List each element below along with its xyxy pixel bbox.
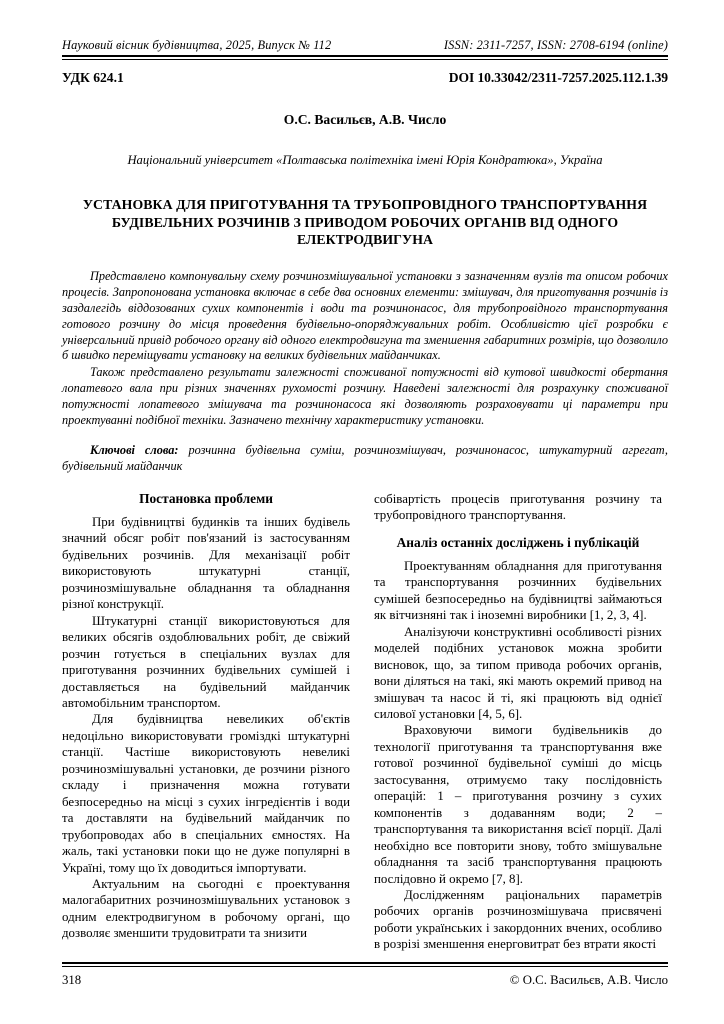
left-paragraph-4: Актуальним на сьогодні є проектування малогабаритних розчинозмішувальних установок з одним електродвигуном в робочому органі, що дозволяє зменшити трудовитрати та знизити bbox=[62, 876, 350, 941]
right-paragraph-2: Аналізуючи конструктивні особливості різних моделей подібних установок можна зробити висновок, що, за типом привода робочих органів, вони діляться на такі, які мають окремий привод на змішувач та насос й ті, які працюють від однієї силової установки [4, 5, 6]. bbox=[374, 624, 662, 721]
abstract bbox=[62, 269, 668, 428]
right-paragraph-3: Враховуючи вимоги будівельників до технології приготування та транспортування вже готової розчинної будівельної суміші до місць застосування, отримуємо таку послідовність операцій: 1 – приготування розчину з сухих компонентів з додаванням води; 2 – транспортування та використання всієї порції. Далі необхідно все повторити знову, тобто змішувальне обладнання та засіб транспортування працюють послідовно й окремо [7, 8]. bbox=[374, 723, 662, 886]
running-head bbox=[62, 38, 668, 55]
identifier-row bbox=[62, 70, 668, 86]
section-heading-literature-review: Аналіз останніх досліджень і публікацій bbox=[396, 534, 640, 550]
page-footer bbox=[62, 962, 668, 988]
page-number: 318 bbox=[62, 973, 82, 987]
affiliation: Національний університет «Полтавська політехніка імені Юрія Кондратюка», Україна bbox=[127, 152, 603, 167]
header-rule bbox=[62, 55, 668, 60]
body-columns bbox=[62, 491, 668, 953]
footer-rule bbox=[62, 962, 668, 967]
right-lead-paragraph: собівартість процесів приготування розчину та трубопровідного транспортування. bbox=[374, 491, 662, 523]
doi-code[interactable]: DOI 10.33042/2311-7257.2025.112.1.39 bbox=[448, 69, 668, 85]
left-paragraph-3: Для будівництва невеликих об'єктів недоцільно використовувати громіздкі штукатурні станції. Частіше використовують невеликі розчинозмішувальні установки, де розчини різного складу і призначення можна готувати безпосередньо на місці з сухих інгредієнтів і води та доставляти на будівельний майданчик по трубопроводах або в спеціальних ємностях. На жаль, такі установки поки що не дуже популярні в Україні, тому що їх доводиться імпортувати. bbox=[62, 712, 350, 875]
footer-row bbox=[62, 973, 668, 988]
keywords-list: розчинна будівельна суміш, розчинозмішувач, розчинонасос, штукатурний агрегат, будівельний майданчик bbox=[62, 443, 669, 474]
journal-name-issue: Науковий вісник будівництва, 2025, Випуск № 112 bbox=[62, 38, 332, 52]
abstract-paragraph-1: Представлено компонувальну схему розчинозмішувальної установки з зазначенням вузлів та описом робочих процесів. Запропонована установка включає в себе два основних елементи: змішувач, для приготування розчинів із заздалегідь віддозованих сухих компонентів і води та розчинонасос, для трубопровідного транспортування готового розчину до місця проведення будівельно-опоряджувальних робіт. Особливістю цієї розробки є універсальний привід робочого органу від одного електродвигуна та зменшення габаритних розмірів, що дозволило б швидко переміщувати установку на великих будівельних майданчиках. bbox=[62, 269, 668, 363]
udc-code: УДК 624.1 bbox=[62, 69, 124, 85]
author-list: О.С. Васильєв, А.В. Число bbox=[283, 111, 447, 127]
right-paragraph-4: Дослідженням раціональних параметрів робочих органів розчинозмішувача присвячені роботи українських і закордонних вчених, особливо в розрізі зменшення енерговитрат без втрати якості bbox=[374, 887, 662, 952]
left-paragraph-1: При будівництві будинків та інших будівель значний обсяг робіт пов'язаний із застосуванням будівельних розчинів. Для механізації робіт використовують штукатурні станції, розчинозмішувальне обладнання та обладнання різної конструкції. bbox=[62, 515, 350, 612]
left-paragraph-2: Штукатурні станції використовуються для великих обсягів оздоблювальних робіт, де свіжий розчин готується в спеціальних вузлах для приготування розчинних будівельних сумішей і доставляється на будівельний майданчик автомобільним транспортом. bbox=[62, 613, 350, 710]
copyright-notice: © О.С. Васильєв, А.В. Число bbox=[509, 973, 668, 987]
right-paragraph-1: Проектуванням обладнання для приготування та транспортування розчинних будівельних сумішей безпосередньо на будівництві займаються як вітчизняні так і іноземні виробники [1, 2, 3, 4]. bbox=[374, 558, 662, 623]
article-title: УСТАНОВКА ДЛЯ ПРИГОТУВАННЯ ТА ТРУБОПРОВІДНОГО ТРАНСПОРТУВАННЯ БУДІВЕЛЬНИХ РОЗЧИНІВ З ПРИВОДОМ РОБОЧИХ ОРГАНІВ ВІД ОДНОГО ЕЛЕКТРОДВИГУНА bbox=[82, 196, 648, 248]
keywords-block bbox=[62, 443, 668, 475]
column-left bbox=[62, 491, 350, 953]
issn-text: ISSN: 2311-7257, ISSN: 2708-6194 (online) bbox=[443, 38, 668, 52]
keywords-label: Ключові слова: bbox=[90, 443, 179, 458]
column-right bbox=[374, 491, 662, 953]
section-heading-problem-statement: Постановка проблеми bbox=[139, 490, 273, 506]
abstract-paragraph-2: Також представлено результати залежності споживаної потужності від кутової швидкості обертання лопатевого вала при різних значеннях рухомості розчину. Наведені залежності для розрахунку споживаної потужності лопатевого змішувача та розчинонасоса які дозволяють розраховувати ці параметри при проектуванні подібної техніки. Зазначено технічну характеристику установки. bbox=[62, 365, 668, 427]
